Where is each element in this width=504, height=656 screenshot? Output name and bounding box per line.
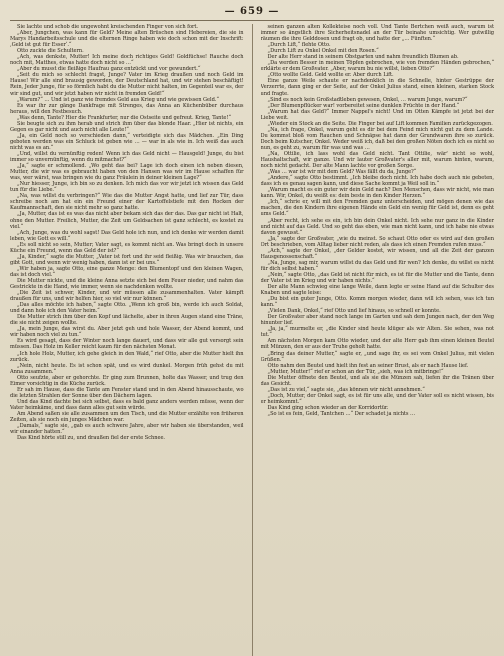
paragraph: „Otto wollte Geld. Geld wollte er. Aber durch Lift. <box>267 72 394 79</box>
paragraph: „Ja, Kinder,“ sagte die Mutter, „Vater ist fort und ihr seid fleißig. Was wir brauchen, das gibt Gott, und wenn wir wenig haben, dann ist er bei uns.“ <box>10 253 244 266</box>
paragraph: „Ja, ein Geld noch so verschieden dann,“ verteidigte sich das Mädchen. „Ein Ding geboten werden was ein Schluck ist geben wie … — war in als wie in. Ich weiß das auch nicht was es an.“ <box>10 132 244 151</box>
paragraph: „Warum hat das Geld?“ Immer Nappel's nicht! Und im Otten Kämpfe ist jetzt bei der Liebe weit. <box>260 108 494 121</box>
paragraph: Das Kind ging schon wieder an der Korridortür. <box>267 404 389 411</box>
text-columns <box>10 24 494 656</box>
paragraph: „Seit du mich so schlecht fragst, Junge? Vater im Krieg draußen und noch Geld im Hause! Wir alle sind brausig geworden, der Deutschland hat, und wir stehen beschäftigt! Rein, Jeder Junge, für so förmlich habt du die Mutter nicht halten, im Gegenteil war es, der wir sind gut, und wir jetzt haben wir nicht in fremden Geld!“ <box>10 72 244 97</box>
paragraph: Die Mutter strich ihm über den Kopf und lächelte, aber in ihren Augen stand eine Träne, die sie nicht zeigen wollte. <box>10 314 244 327</box>
paragraph: Der alte Mann schwieg eine lange Weile, dann legte er seine Hand auf die Schulter des Knaben und sagte leise: <box>260 284 494 297</box>
paragraph: „Na, Ottilie, ich lass wohl das Geld nicht. Tant Ottilie, wär' nicht so wohl, Haushaltschaft, wir ganze. Und wir lauter Großvater's aller mit, warum hinten, warum, noch nicht gedacht. Der alte Mann lachte vor großen Sorge. <box>260 150 494 170</box>
paragraph: „Es soll nicht so sein, Mutter; Vater sagt, es kommt nicht an. Was bringt doch in unsere Küche ein Freund, wenn das Geld der ist?“ <box>10 241 244 254</box>
paragraph: „Nein,“ sagte Otto, „das Geld ist nicht für mich, es ist für die Mutter und die Tante, denn der Vater ist im Krieg und wir haben nichts.“ <box>260 271 494 284</box>
paragraph: „Du bist ein guter Junge, Otto. Komm morgen wieder, dann will ich sehen, was ich tun kann.“ <box>260 296 494 309</box>
left-column <box>10 24 244 656</box>
paragraph: Am nächsten Morgen kam Otto wieder, und der alte Herr gab ihm einen kleinen Beutel mit Münzen, den er aus der Truhe geholt hatte. <box>260 338 494 351</box>
paragraph: „Vielen Dank, Onkel,“ rief Otto und lief hinaus, so schnell er konnte. <box>267 308 441 315</box>
paragraph: „Bring das deiner Mutter,“ sagte er, „und sage ihr, es sei vom Onkel Julius, mit vielen Grüßen.“ <box>260 350 494 363</box>
paragraph: Am Abend saßen sie alle zusammen um den Tisch, und die Mutter erzählte von früheren Zeiten, als sie noch ein junges Mädchen war. <box>10 411 244 424</box>
paragraph: „Ach, Junge, was du wohl sagst! Das Geld hole ich nun, und ich denke wir werden damit leben, wie Gott es will.“ <box>10 229 244 242</box>
paragraph: „Aber recht, ich sehe es ein, ich bin dein Onkel nicht. Ich sehe nur ganz in die Kinder und nicht auf das Geld. Und so geht das eben, wie man nicht kann, und ich habe nie etwas davon gewusst.“ <box>260 217 494 236</box>
paragraph: „Und, willst du vernünftig reden! Wenn ich das Geld nicht — Hausgeld! Junge, du bist immer so unvernünftig, wenn du mitmachst?“ <box>10 150 244 164</box>
paragraph: Es war ihr zur gänge Dankfrage mit Strenges, das Anna an Küchenbüber durchaus heraus, will den Festbesuch. <box>10 102 244 115</box>
paragraph: Die Mutter öffnete den Beutel, und als sie die Münzen sah, liefen ihr die Tränen über das Gesicht. <box>260 374 494 387</box>
paragraph: „Ja, ja,“ murmelte er, „die Kinder sind heute klüger als wir Alten. Sie sehen, was not tut.“ <box>260 326 494 339</box>
paragraph: seinen ganzen alten Kollekteise noch voll. Und Tante Bertchen weiß auch, warum ist immer so ängstlich ihre Sicherheitsnadel an der Tür beinahe umsichtig. Wer gutwillig räumen die ihre Gelddosen und fragt ob, und hatte der „… Fünften.“ <box>260 24 494 43</box>
paragraph: Der alte Herr stand in seinem Obstgarten und nahm freundlich Blumen ab. <box>267 54 459 61</box>
page-header <box>10 4 494 21</box>
paragraph: „Ja,“ sagte er schmollend. „Wo geht das bei? Lage ich doch einen ich neben diesen, Mutter, die wir was es gebraucht haben von den Hansen was wir im Hause schaffen für was, wer wärst, was bringen wie du ganz Fräulein in deiner kleinen Lage?“ <box>10 163 244 182</box>
paragraph: „Was denn, Tante? Hier die Frankfurter, nur die Ostseite und gefreut. Krieg, Tante!“ <box>17 114 231 121</box>
paragraph: „Wir haben ja, sagte Otto, eine ganze Menge: den Blumentopf und den kleinen Wagen, das ist doch viel.“ <box>10 265 244 278</box>
paragraph: „Da werden Besser in meinen Töpfen gebrochen, wie von fremden Händen gebrochen,“ erklärte er dem Großvater. „Aber, warum bu nie willst, lieben Otto?“ <box>260 60 494 73</box>
paragraph: Und das Kind dachte bei sich selbst, dass es bald ganz anders werden müsse, wenn der Vater heimkäme, und dass dann alles gut sein würde. <box>10 398 244 411</box>
paragraph: „Doch, Mutter, der Onkel sagt, es ist für uns alle, und der Vater soll es nicht wissen, bis er heimkommt.“ <box>260 392 494 405</box>
paragraph: „Durch Lift,“ flehte Otto. <box>267 42 331 49</box>
paragraph: „Das alles möchte ich haben,“ sagte Otto. „Wenn ich groß bin, werde ich auch Soldat, und dann hole ich den Vater heim.“ <box>10 302 244 315</box>
paragraph: „Na, ich frage, Onkel, warum geht es dir bei dem Feind mich nicht gut zu dem Lande. Du kommst bloß vom Rauchen und Schnäpse hat dann der Grundwaren ihre so zurück. Doch beim Kutscher, Onkel. Weder weiß ich, daß bei den großen Nöten doch ich es nicht so nun, es geht zu, warum für was und was … <box>260 126 494 151</box>
paragraph: Das Kind hörte still zu, und draußen fiel der erste Schnee. <box>17 435 166 442</box>
paragraph: „Nur hiesser, Junge, ich bin so zu denken. Ich mich das vor wir jetzt ich wissen das Geld tun für die Liebe.“ <box>10 181 244 194</box>
paragraph: „Die Zeit ist schwer, Kinder, und wir müssen alle zusammenhalten. Vater kämpft draußen für uns, und wir helfen hier, so viel wir nur können.“ <box>10 290 244 303</box>
paragraph: Otto zuckte die Schultern. <box>17 48 84 55</box>
paragraph: „Nein, nicht heute. Es ist schon spät, und es wird dunkel. Morgen früh gehst du mit Anna zusammen.“ <box>10 362 244 375</box>
paragraph: „Ich,“ schrie er, will mit den Fremden ganz unterscheiden, und mögen denen wie das machen, die den Kindern ihre eigenen Hände ein Geld ein wenig für Geld ist, denn es geht ums Geld.“ <box>260 199 494 218</box>
paragraph: Sie lachte und schob die ungewohnt kreischenden Finger von sich fort. <box>17 24 198 30</box>
paragraph: „Ja, mein Junge, das wirst du. Aber jetzt geh und hole Wasser, der Abend kommt, und wir haben noch viel zu tun.“ <box>10 326 244 339</box>
paragraph: „Warum macht es ein guter wir dein Geld nach? Den Menschen, dass wir nicht, wie man kann. Wir, Onkel, du weißt es: dein beste in den Kinder Herzen.“ <box>260 187 494 200</box>
paragraph: „Warum?“ … Und ist ganz wie fremdes Geld aus Krieg und wie gewissen Geld.“ <box>17 96 219 103</box>
paragraph: „Andere,“ sagte Otto bestimmt. „Ich bleibe doch nicht. Ich habe doch auch nie gebeten, dass ich es genau sagen kann, und diese Sache kommt ja Weil soll in.“ <box>260 175 494 188</box>
paragraph: „Damals,“ sagte sie, „gab es auch schwere Jahre, aber wir haben sie überstanden, weil wir einander hatten.“ <box>10 423 244 436</box>
paragraph: „Ach,“ sagte der Onkel, „der Gelder kostet, wir wissen, und all die Zeit der ganzen Hausgenossenschaft.“ <box>260 247 494 260</box>
paragraph: Er sah im Hause, dass die Tante am Fenster stand und in den Abend hinausschaute, wo die letzten Strahlen der Sonne über den Dächern lagen. <box>10 386 244 399</box>
paragraph: „Na, Junge, sag mir, warum willst du das Geld und für wen? Ich denke, du willst es nicht für dich selbst haben.“ <box>260 259 494 272</box>
paragraph: Eine ganze Weile schaute er nachdenklich in die Schnelle, hinter Gestrüppe der Verzerrte, dann ging er der Seite, auf der Onkel Julius stand, einen kleinen, starken Stock und fragte. <box>260 78 494 97</box>
paragraph: „Wieder ein Stock an die Seite. Die Finger bei auf Lift kommen Familien zurückgezogen. <box>267 120 493 127</box>
paragraph: Die Mutter nickte, und die kleine Anna setzte sich bei dem Feuer nieder, und nahm das Gestrickte in die Hand, wie immer, wenn sie nachdenken wollte. <box>10 277 244 291</box>
paragraph: Der Großvater aber stand noch lange im Garten und sah dem Jungen nach, der den Weg hinunter lief. <box>260 314 494 327</box>
paragraph: „Ja, Mutter, das ist es was das nicht aber bekam sich das der das. Das gar nicht ist Halt, ohne den Mutter. Freilich, Mutter, die Zeit um Geldsachen ist ganz schlecht, es kostet zu viel.“ <box>10 211 244 230</box>
column-divider <box>252 24 253 656</box>
paragraph: „Ja,“ sagte der Großvater, „wie du meinst. So schaut Otto oder es wird auf den großen Ort beschrieben, vom Alltag lieber nicht reden, als dass ich einen Fremden rufen muss.“ <box>260 235 494 248</box>
paragraph: „Aber du musst die fleißige Haufrau ganz entzückt und vor gewundert.“ <box>17 66 201 73</box>
paragraph: Otto seufzte, aber er gehorchte. Er ging zum Brunnen, holte das Wasser, und trug den Eimer vorsichtig in die Küche zurück. <box>10 374 244 387</box>
paragraph: Es wird gesagt, dass der Winter noch lange dauert, und dass wir alle gut versorgt sein müssen. Das Holz im Keller reicht kaum für den nächsten Monat. <box>10 338 244 351</box>
paragraph: „Sind es noch kein Großstadtleben gewesen, Onkel, … warum Junge, warum?“ <box>267 96 468 103</box>
paragraph: „Was … war ist wir mit dem Geld? Was fällt du da, Junge?“ <box>267 169 417 176</box>
paragraph: „Ich hole Holz, Mutter, ich gehe gleich in den Wald,“ rief Otto, aber die Mutter hielt ihn zurück. <box>10 350 244 363</box>
right-column <box>261 24 495 656</box>
paragraph: „Aber, Jungchen, was kann für Geld? Meine alten Brüschen sind Hebereien, die sie in Marys Handarbeitsschule und die elternen Ringe haben wie doch schon mit der Inschrift: ‚Geld ist gut für Esser‘.“ <box>10 30 244 49</box>
paragraph: „Das ist zu viel,“ sagte sie, „das können wir nicht annehmen.“ <box>267 386 425 393</box>
paragraph: „Durch Lift zu Onkel Onkel mit den Rosen.“ <box>267 48 379 55</box>
paragraph: „So ist es fein, Geld, Tantchen …“ Der schadet ja nichts … <box>267 411 416 417</box>
paragraph: „Na, was willst du verbringen?“ Wie das die Mutter Angst hatte, und lief zur Tür, dass schreibe noch am hat ein ein Freund einer der Kartoffelstiefe mit den Rocken der Kaufmannschaft, den sie nicht mehr so ganz hatte. <box>10 193 244 212</box>
paragraph: Sie beugte sich zu ihm herab und strich ihm über das blonde Haar. „Hier ist nichts, ein Gegen es gar nicht und auch nicht alle Leute!“ <box>10 120 244 133</box>
paragraph: Otto nahm den Beutel und hielt ihn fest an seiner Brust, als er nach Hause lief. <box>267 362 469 369</box>
paragraph: „Ach, was denkste, Mutter! Ich meine doch richtiges Geld! Goldfüchse! Rauche doch noch mit, Matthes, etwas hatte doch nicht so …“ <box>10 54 244 67</box>
page-number: — 659 — <box>224 6 280 17</box>
paragraph: „Mutter, Mutter!“ rief er schon an der Tür, „sieh, was ich mitbringe!“ <box>267 368 444 375</box>
paragraph: „Der Blumenpflücker war! vorbereitet seine dunklen Früchte in der Hand.“ <box>267 102 460 109</box>
